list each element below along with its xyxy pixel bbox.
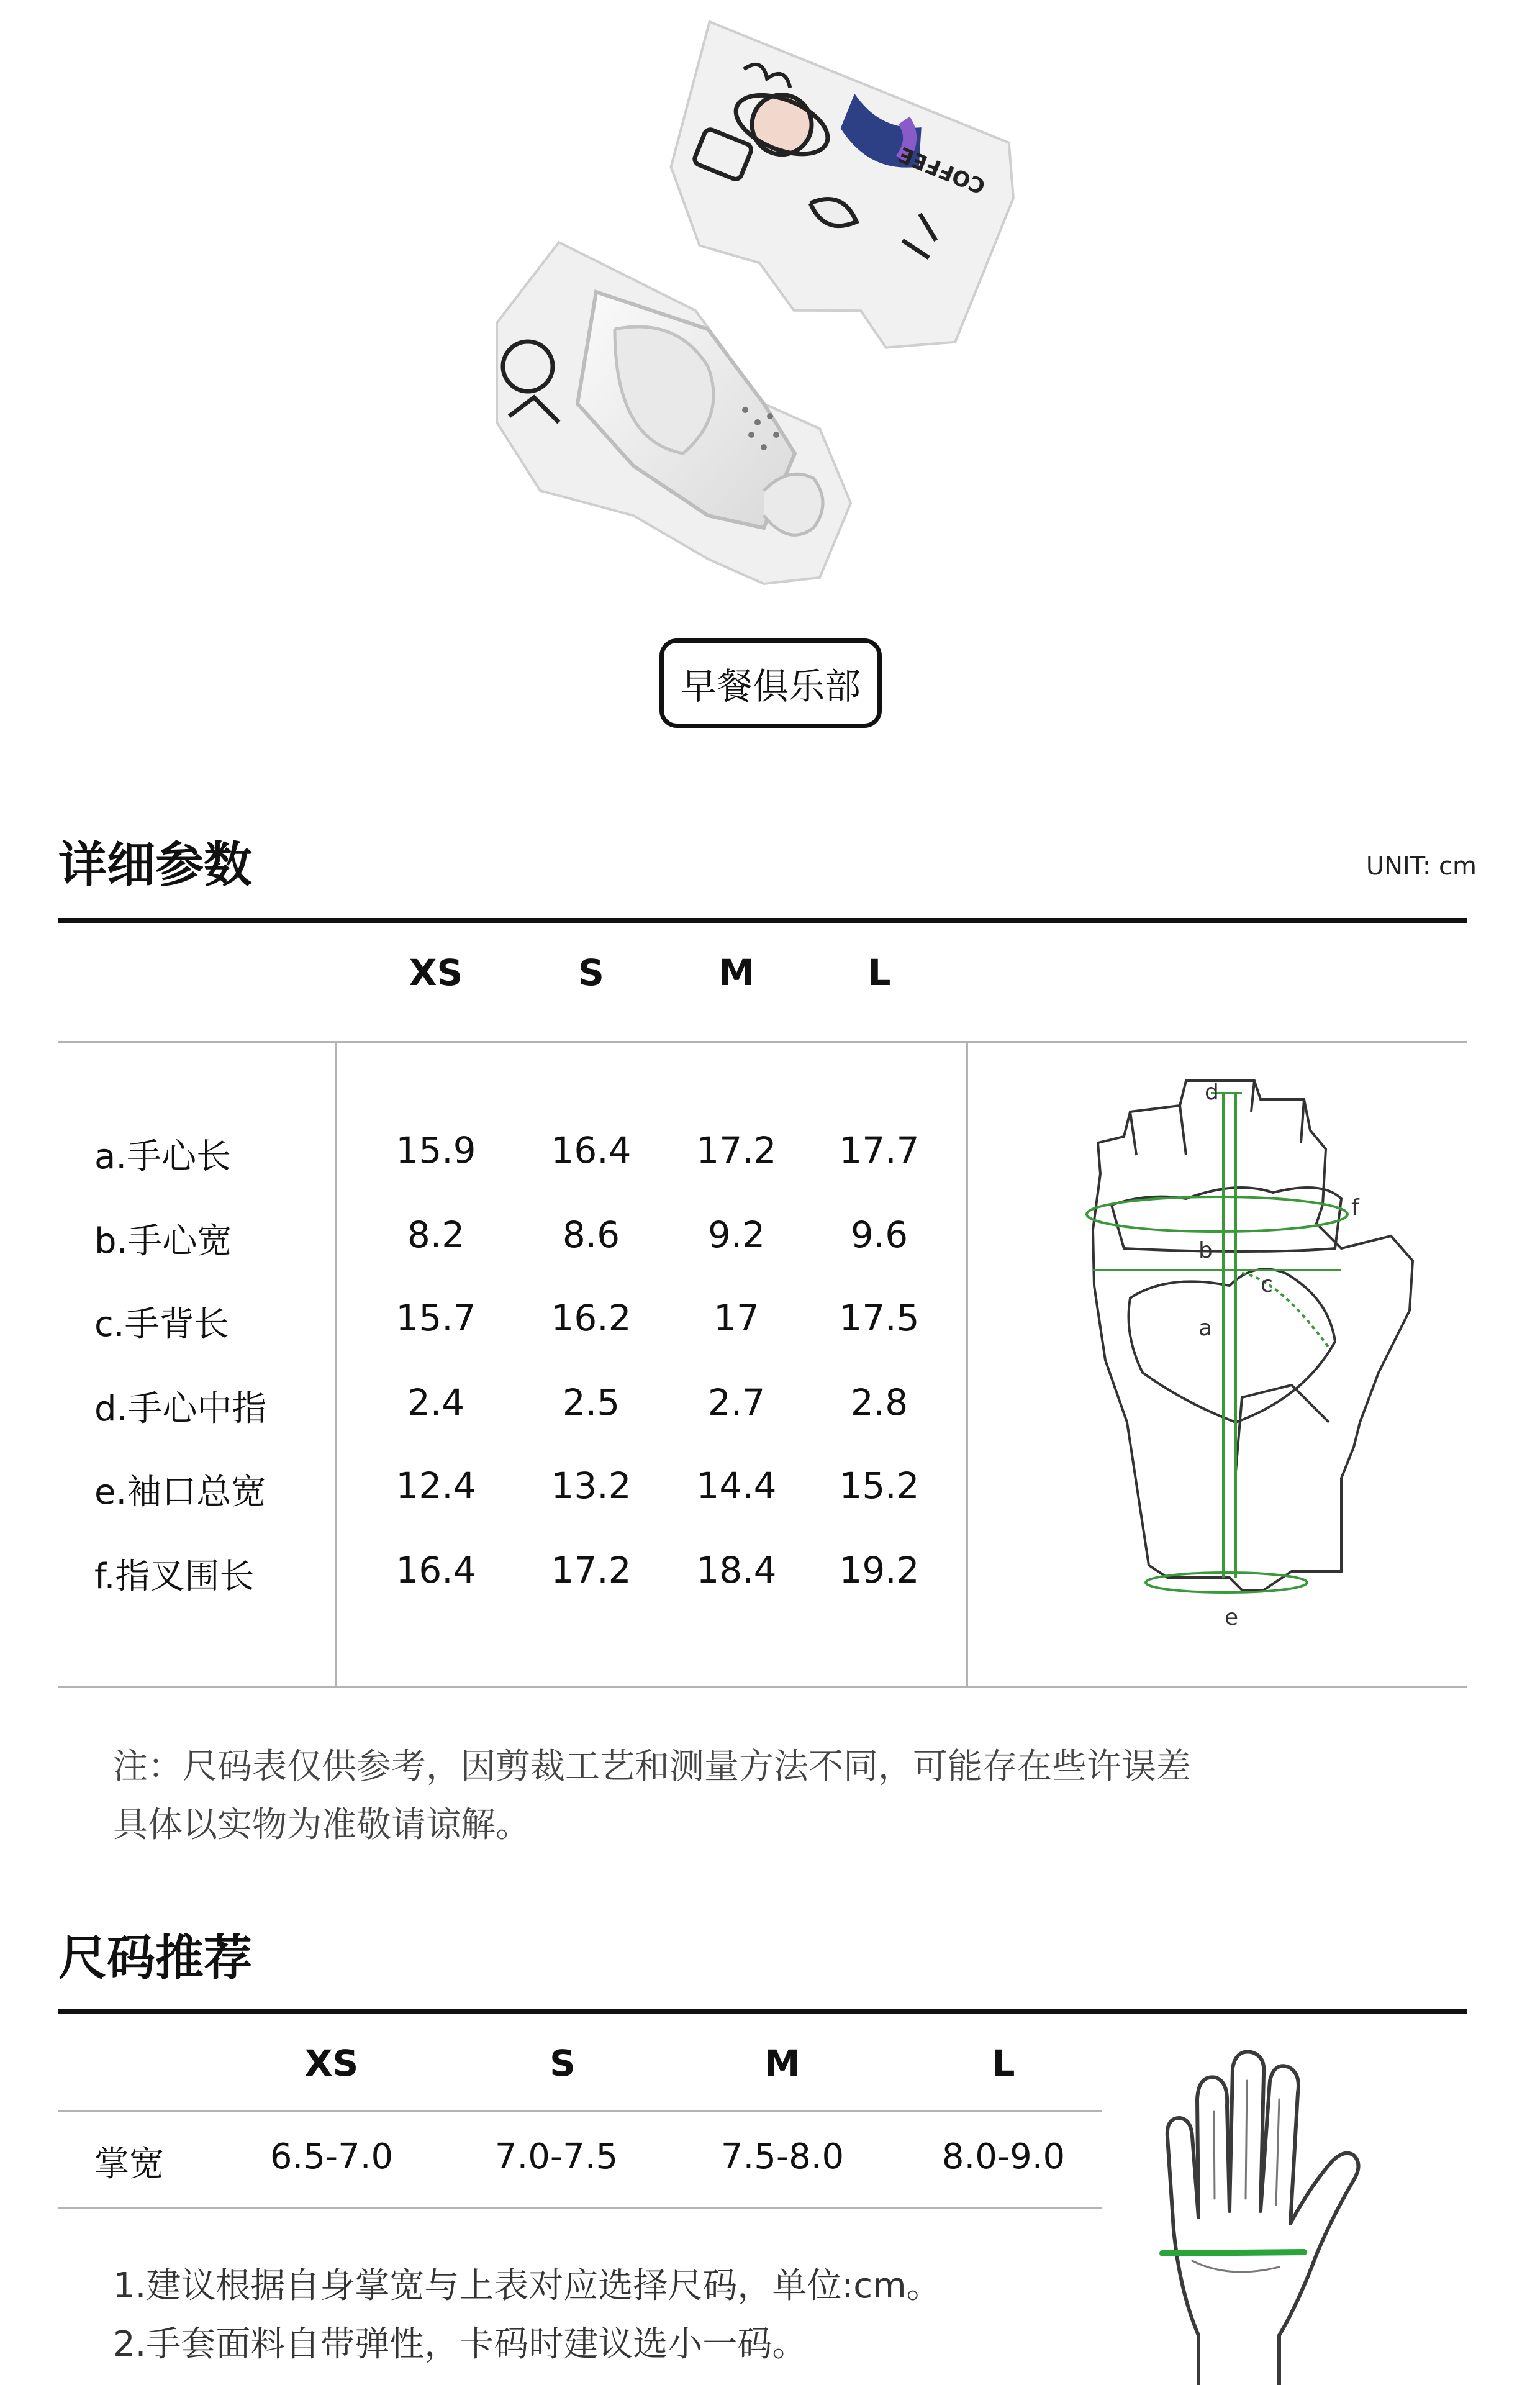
cell-e-s: 13.2 [551,1465,632,1507]
rec-tip-1: 1.建议根据自身掌宽与上表对应选择尺码，单位:cm。 [113,2266,941,2306]
cell-d-s: 2.5 [562,1381,620,1424]
rec-cell-s: 7.0-7.5 [494,2137,618,2177]
rec-cell-xs: 6.5-7.0 [270,2137,394,2177]
row-label-d: d.手心中指 [94,1389,267,1429]
details-col-divider-2 [966,1041,968,1687]
cell-a-s: 16.4 [551,1129,632,1171]
glove-measure-diagram [1056,1074,1441,1652]
cell-d-xs: 2.4 [407,1381,465,1424]
diagram-label-a: a [1198,1315,1213,1341]
size-header-m: M [718,952,754,994]
diagram-label-b: b [1198,1238,1213,1263]
rec-tip-2: 2.手套面料自带弹性，卡码时建议选小一码。 [113,2324,807,2365]
cell-b-l: 9.6 [850,1214,908,1256]
cell-c-m: 17 [713,1297,759,1339]
size-header-s: S [578,952,604,994]
rec-header-s: S [550,2042,576,2084]
cell-b-s: 8.6 [562,1214,620,1256]
product-photo [472,19,1068,602]
cell-e-m: 14.4 [696,1465,777,1507]
cell-f-s: 17.2 [551,1549,632,1591]
rec-header-divider [58,2110,1102,2112]
row-label-c: c.手背长 [94,1304,229,1345]
cell-a-l: 17.7 [839,1129,920,1171]
rec-header-l: L [992,2042,1015,2084]
cell-d-l: 2.8 [850,1381,908,1424]
cell-a-xs: 15.9 [396,1129,476,1171]
details-note-line2: 具体以实物为准敬请谅解。 [113,1805,530,1845]
details-col-divider-1 [335,1041,337,1687]
recommend-top-rule [58,2009,1467,2014]
rec-cell-m: 7.5-8.0 [720,2137,845,2177]
print-text: COFFEE [895,141,989,199]
row-label-a: a.手心长 [94,1137,232,1177]
row-label-e: e.袖口总宽 [94,1472,266,1512]
diagram-label-f: f [1351,1195,1359,1220]
rec-cell-l: 8.0-9.0 [941,2137,1066,2177]
row-label-b: b.手心宽 [94,1221,232,1261]
cell-e-l: 15.2 [839,1465,920,1507]
row-label-f: f.指叉围长 [94,1556,255,1597]
details-note-line1: 注：尺码表仅供参考，因剪裁工艺和测量方法不同，可能存在些许误差 [113,1747,1191,1787]
cell-c-s: 16.2 [551,1297,632,1339]
cell-a-m: 17.2 [696,1129,777,1171]
hand-illustration [1155,2043,1379,2385]
cell-b-m: 9.2 [707,1214,766,1256]
unit-label: UNIT: cm [1366,852,1477,881]
rec-row-label: 掌宽 [94,2144,164,2184]
rec-header-m: M [764,2042,800,2084]
size-header-xs: XS [409,952,463,994]
cell-b-xs: 8.2 [407,1214,465,1256]
cell-c-xs: 15.7 [396,1297,476,1339]
cell-f-l: 19.2 [839,1549,920,1591]
size-header-l: L [867,952,891,994]
details-bottom-divider [58,1686,1467,1688]
rec-header-xs: XS [304,2042,359,2084]
cell-d-m: 2.7 [707,1381,766,1424]
diagram-label-c: c [1261,1272,1273,1297]
diagram-label-e: e [1225,1605,1239,1630]
details-title: 详细参数 [58,837,253,893]
cell-e-xs: 12.4 [396,1465,476,1507]
details-top-rule [58,918,1467,923]
diagram-label-d: d [1205,1079,1219,1105]
rec-row-divider [58,2207,1102,2209]
cell-f-xs: 16.4 [396,1549,476,1591]
cell-f-m: 18.4 [696,1549,777,1591]
details-header-divider [58,1041,1467,1043]
cell-c-l: 17.5 [839,1297,920,1339]
collection-label: 早餐俱乐部 [659,638,882,728]
recommend-title: 尺码推荐 [58,1930,253,1986]
